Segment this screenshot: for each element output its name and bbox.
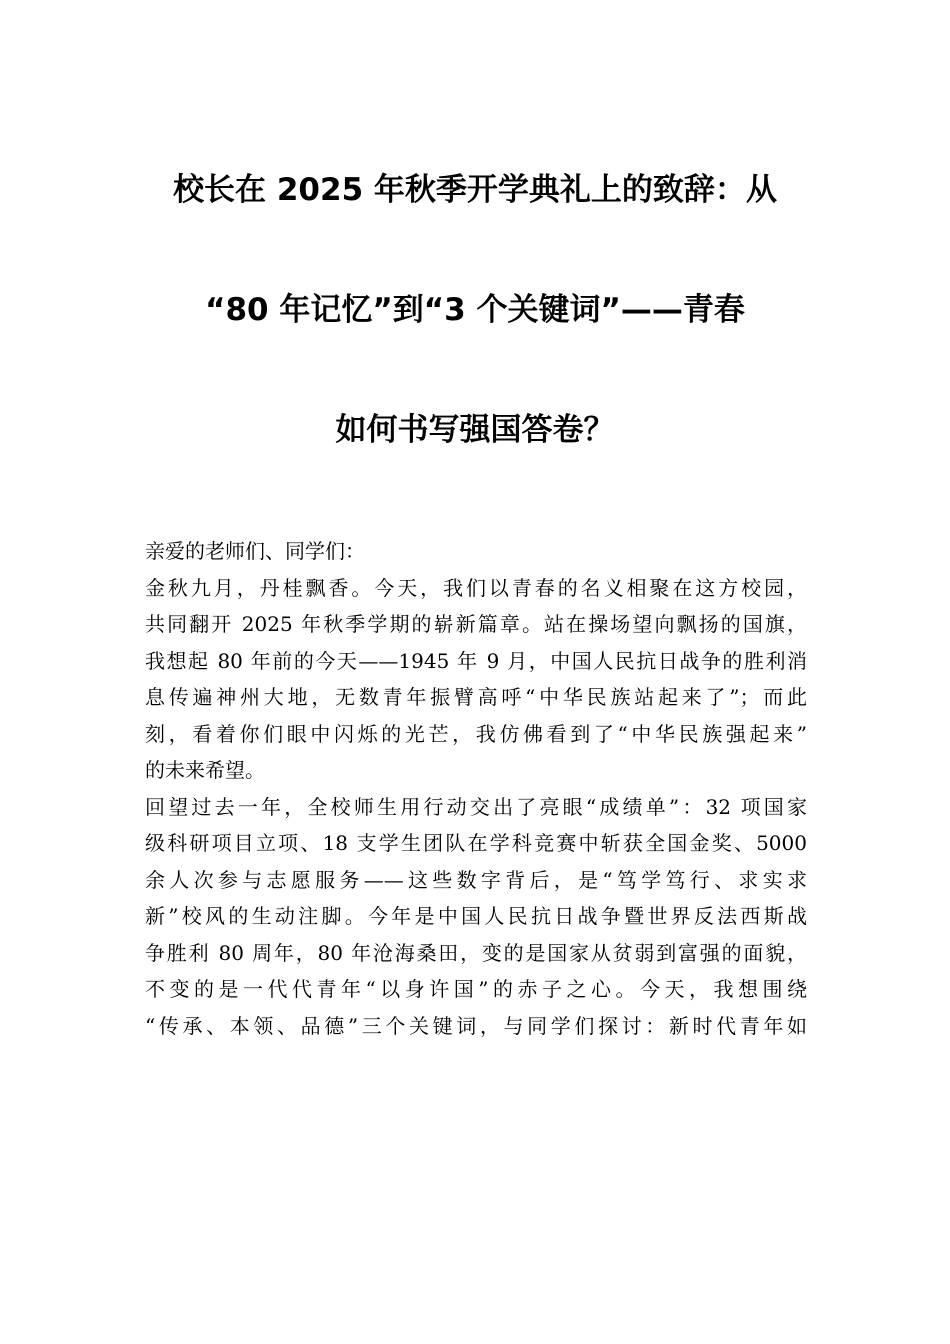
paragraph-line: 级科研项目立项、18 支学生团队在学科竞赛中斩获全国金奖、5000 <box>145 831 807 855</box>
document-title <box>145 130 805 490</box>
paragraph-line: 的未来希望。 <box>145 758 265 782</box>
paragraph-line: 刻，看着你们眼中闪烁的光芒，我仿佛看到了“中华民族强起来” <box>145 721 807 746</box>
paragraph-line: 我想起 80 年前的今天——1945 年 9 月，中国人民抗日战争的胜利消 <box>145 648 807 673</box>
title-line: 如何书写强国答卷？ <box>335 412 615 448</box>
salutation: 亲爱的老师们、同学们： <box>145 539 365 563</box>
paragraph-line: 回望过去一年，全校师生用行动交出了亮眼“成绩单”：32 项国家 <box>145 794 807 819</box>
paragraph-line: 余人次参与志愿服务——这些数字背后，是“笃学笃行、求实求 <box>145 867 807 892</box>
paragraph-line: 金秋九月，丹桂飘香。今天，我们以青春的名义相聚在这方校园， <box>145 575 807 600</box>
title-line: “80 年记忆”到“3 个关键词”——青春 <box>205 292 745 328</box>
paragraph-line: 息传遍神州大地，无数青年振臂高呼“中华民族站起来了”；而此 <box>145 685 807 709</box>
paragraph-line: 新”校风的生动注脚。今年是中国人民抗日战争暨世界反法西斯战 <box>145 904 807 928</box>
paragraph-line: 共同翻开 2025 年秋季学期的崭新篇章。站在操场望向飘扬的国旗， <box>145 612 807 636</box>
document-body <box>145 533 807 1044</box>
paragraph-2 <box>145 789 807 1045</box>
paragraph-line: 不变的是一代代青年“以身许国”的赤子之心。今天，我想围绕 <box>145 977 807 1001</box>
paragraph-line: 争胜利 80 周年，80 年沧海桑田，变的是国家从贫弱到富强的面貌， <box>145 940 807 965</box>
paragraph-1 <box>145 570 807 789</box>
title-line: 校长在 2025 年秋季开学典礼上的致辞：从 <box>173 172 777 208</box>
paragraph-line: “传承、本领、品德”三个关键词，与同学们探讨：新时代青年如 <box>145 1013 807 1038</box>
